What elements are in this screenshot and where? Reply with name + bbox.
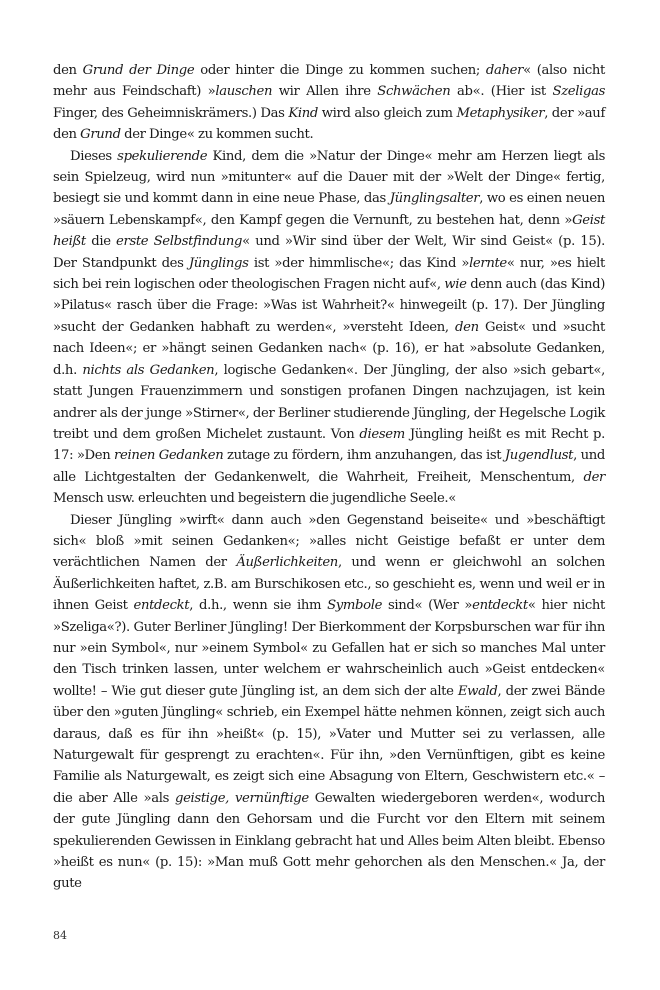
text-run: ab«. (Hier ist (450, 84, 553, 100)
text-run: die (85, 234, 117, 250)
italic-run: Ewald (457, 683, 498, 699)
text-run: wird also gleich zum (317, 105, 457, 121)
page-number: 84 (53, 929, 67, 942)
text-run: , und alle Lichtgestalten der Gedankenwelt, die Wahrheit, Freiheit, Menschentum, (53, 448, 605, 485)
text-run: sind« (Wer » (382, 598, 473, 614)
italic-run: Grund der Dinge (82, 63, 195, 78)
italic-run: Jünglings (188, 255, 249, 271)
text-run: oder hinter die Dinge zu kommen suchen; (194, 63, 486, 78)
text-run: ist »der himmlische«; das Kind » (248, 255, 470, 271)
text-run: zutage zu fördern, ihm anzuhangen, das ist (223, 448, 505, 464)
text-run: der Dinge« zu kommen sucht. (120, 127, 314, 143)
text-run: « und »Wir sind über der Welt, Wir sind Geist« (p. 15). Der Standpunkt des (53, 234, 605, 271)
text-run: « (also nicht mehr aus Feindschaft) » (53, 63, 605, 100)
text-run: denn auch (das Kind) »Pilatus« rasch über die Frage: »Was ist Wahrheit?« hinwegeilt (p. 17). Der Jüngling »sucht der Gedanken habhaft zu werden«, »versteht Ideen, (53, 277, 605, 335)
italic-run: der (583, 469, 605, 485)
text-run: Mensch usw. erleuchten und begeistern die jugendliche Seele.« (53, 491, 456, 507)
text-run: , logische Gedanken«. Der Jüngling, der also »sich gebart«, statt Jungen Frauenzimmern und sonstigen profanen Dingen nachzujagen, ist kein andrer als der junge »Stirner«, der Berliner studierende Jüngling, der Hegelsche Logik treibt und dem großen Michelet zustaunt. Von (53, 362, 605, 442)
text-run: Geist« und »sucht nach Ideen«; er »hängt seinen Gedanken nach« (p. 16), er hat »absolute Gedanken, d.h. (53, 319, 605, 378)
italic-run: den (455, 319, 479, 335)
text-run: Gewalten wiedergeboren werden«, wodurch der gute Jüngling dann den Gehorsam und die Furcht vor den Eltern mit seinem spekulierenden Gewissen in Einklang gebracht hat und Alles beim Alten bleibt. Ebenso »heißt es nun« (p. 15): »Man muß Gott mehr gehorchen als den Menschen.« Ja, der gute (53, 790, 605, 892)
text-run: Kind, dem die »Natur der Dinge« mehr am Herzen liegt als sein Spielzeug, wird nun »mitunter« auf die Dauer mit der »Welt der Dinge« fertig, besiegt sie und kommt dann in eine neue Phase, das (53, 148, 606, 207)
italic-run: daher (485, 63, 524, 78)
paragraph (53, 146, 605, 510)
italic-run: lernte (469, 255, 507, 271)
italic-run: reinen Gedanken (114, 448, 224, 464)
italic-run: Jugendlust (504, 448, 574, 464)
italic-run: Grund (80, 127, 121, 143)
text-run: Finger, des Geheimniskrämers.) Das (53, 105, 289, 121)
italic-run: nichts als Gedanken (82, 362, 215, 378)
paragraph (53, 510, 605, 895)
text-run: wir Allen ihre (272, 84, 378, 100)
italic-run: spekulierende (117, 148, 208, 164)
italic-run: Jünglingsalter (389, 191, 480, 207)
text-run: , und wenn er gleichwohl an solchen Äußerlichkeiten haftet, z.B. am Burschikosen etc., so geschieht es, wenn und weil er in ihnen Geist (53, 555, 605, 614)
text-run: , d.h., wenn sie ihm (189, 598, 328, 614)
italic-run: Symbole (327, 598, 383, 614)
text-run: , der zwei Bände über den »guten Jüngling« schrieb, ein Exempel hätte nehmen können, zeigt sich auch daraus, daß es für ihn »heißt« (p. 15), »Vater und Mutter sei zu verlassen, alle Naturgewalt für gesprengt zu erachten«. Für ihn, »den Vernünftigen, gibt es keine Familie als Naturgewalt, es zeigt sich eine Absagung von Eltern, Geschwistern etc.« – die aber Alle »als (53, 683, 605, 806)
text-run: den (53, 63, 83, 78)
text-run: Dieses (70, 148, 118, 164)
text-run: « nur, »es hielt sich bei rein logischen oder theologischen Fragen nicht auf«, (53, 255, 605, 293)
text-run: Dieser Jüngling »wirft« dann auch »den Gegenstand beiseite« und »beschäftigt sich« bloß »mit seinen Gedanken«; »alles nicht Geistige befaßt er unter dem verächtlichen Namen der (53, 512, 605, 571)
italic-run: erste Selbstfindung (116, 234, 243, 250)
paragraph (53, 60, 605, 146)
text-run: Jüngling heißt es mit Recht p. 17: »Den (53, 426, 605, 464)
italic-run: entdeckt (472, 598, 528, 614)
italic-run: Metaphysiker (456, 105, 545, 121)
text-run: « hier nicht »Szeliga«?). Guter Berliner Jüngling! Der Bierkomment der Korpsburschen war für ihn nur »ein Symbol«, nur »einem Symbol« zu Gefallen hat er sich so manches Mal unter den Tisch trinken lassen, unter welchem er wahrscheinlich auch »Geist entdecken« wollte! – Wie gut dieser gute Jüngling ist, an dem sich der alte (53, 598, 605, 699)
italic-run: wie (444, 277, 467, 293)
italic-run: Schwächen (377, 84, 451, 100)
italic-run: entdeckt (133, 598, 190, 614)
text-run: , der »auf den (53, 105, 605, 143)
text-run: , wo es einen neuen »säuern Lebenskampf«, den Kampf gegen die Vernunft, zu bestehen hat, denn » (53, 191, 605, 228)
italic-run: Kind (288, 105, 318, 121)
page-body (53, 60, 605, 895)
italic-run: Äußerlichkeiten (236, 555, 338, 571)
italic-run: diesem (359, 426, 405, 442)
italic-run: geistige, vernünftige (174, 790, 309, 806)
italic-run: lauschen (215, 84, 273, 100)
italic-run: Szeligas (552, 84, 606, 100)
italic-run: Geist heißt (53, 212, 605, 250)
